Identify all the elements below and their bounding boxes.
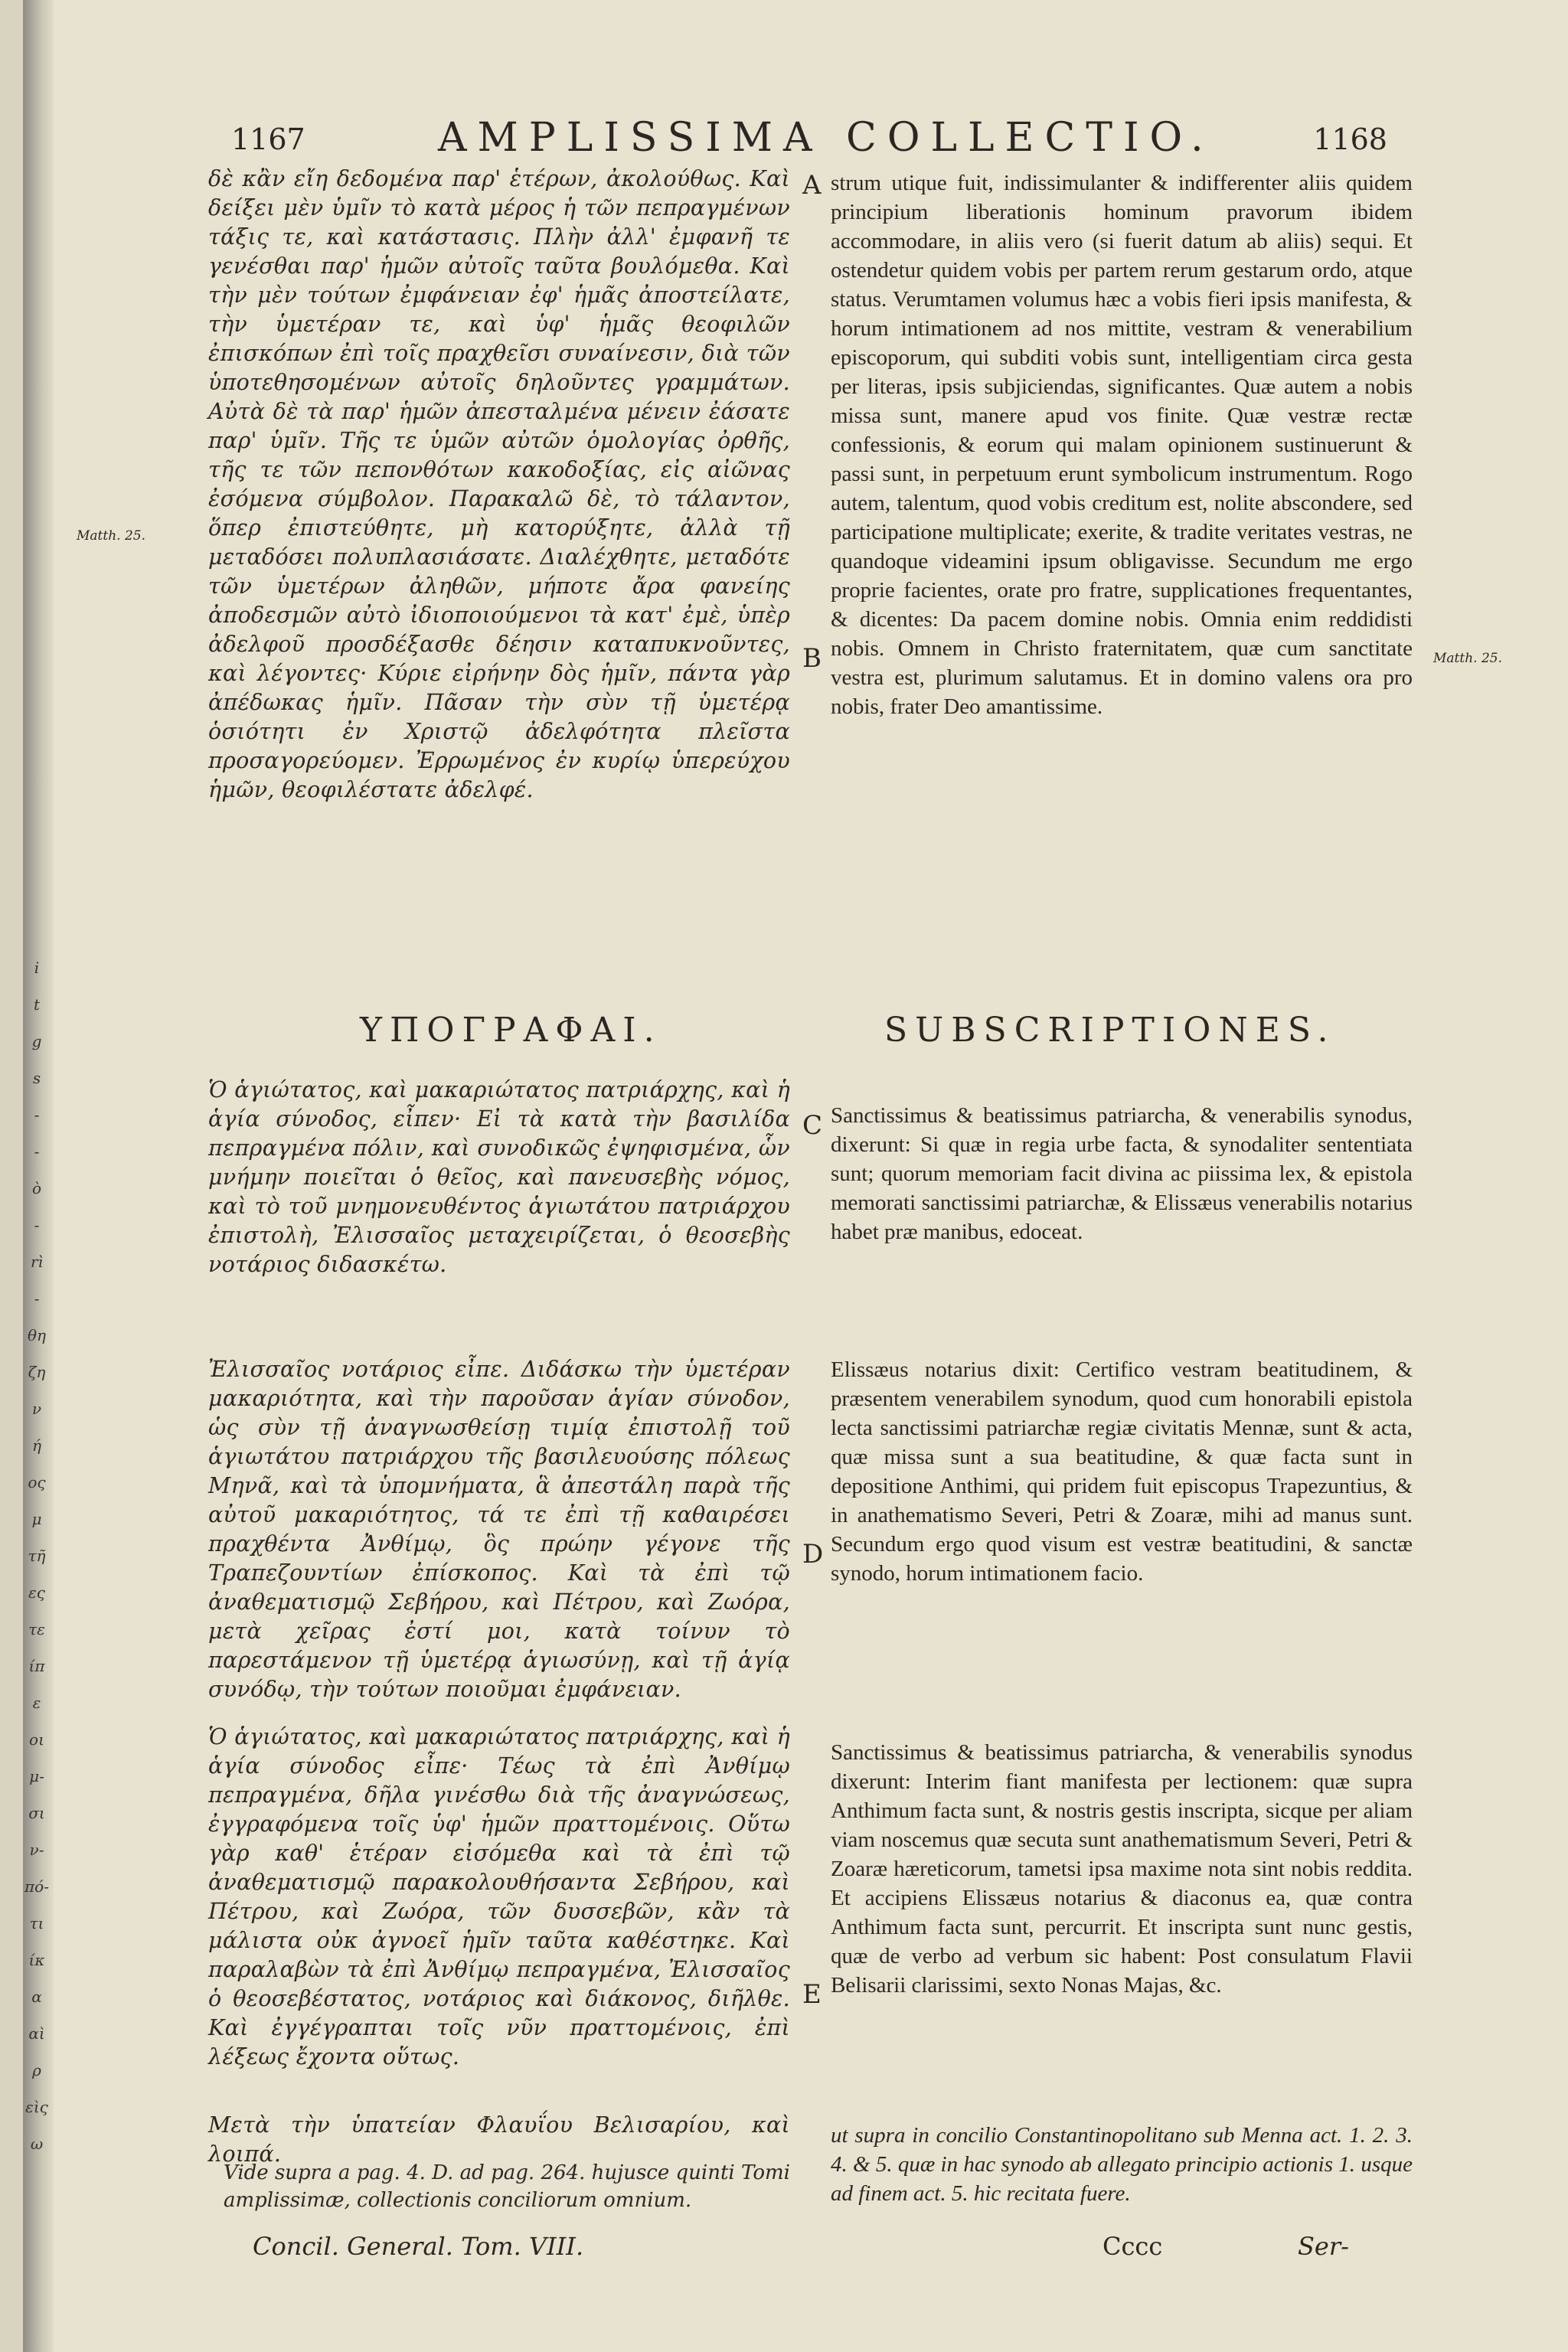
gutter-fragment: ες <box>28 1583 45 1602</box>
greek-letter-text: δὲ κἂν εἴη δεδομένα παρ' ἑτέρων, ἀκολούθως. Καὶ δείξει μὲν ὑμῖν τὸ κατὰ μέρος ἡ τῶν πεπραγμένων τάξις τε, καὶ κατάστασις. Πλὴν ἀλλ' ἐμφανῆ τε γενέσθαι παρ' ἡμῶν αὐτοῖς ταῦτα βουλόμεθα. Καὶ τὴν μὲν τούτων ἐμφάνειαν ἐφ' ἡμᾶς ἀποστείλατε, τὴν ὑμετέραν τε, καὶ ὑφ' ἡμᾶς θεοφιλῶν ἐπισκόπων ἐπὶ τοῖς πραχθεῖσι συναίνεσιν, διὰ τῶν ὑποτεθησομένων αὐτοῖς δηλοῦντες γραμμάτων. Αὐτὰ δὲ τὰ παρ' ἡμῶν ἀπεσταλμένα μένειν ἐάσατε παρ' ὑμῖν. Τῆς τε ὑμῶν αὐτῶν ὁμολογίας ὀρθῆς, τῆς τε τῶν πεπονθότων κακοδοξίας, εἰς αἰῶνας ἐσόμενα σύμβολον. Παρακαλῶ δὲ, τὸ τάλαντον, ὅπερ ἐπιστεύθητε, μὴ κατορύξητε, ἀλλὰ τῇ μεταδόσει πολυπλασιάσατε. Διαλέχθητε, μεταδότε τῶν ὑμετέρων ἀληθῶν, μήποτε ἄρα φανείης ἀποδεσμῶν αὐτὸ ἰδιοποιούμενοι τὰ κατ' ἐμὲ, ὑπὲρ ἀδελφοῦ προσδέξασθε δέησιν καταπυκνοῦντες, καὶ λέγοντες· Κύριε εἰρήνην δὸς ἡμῖν, πάντα γὰρ ἀπέδωκας ἡμῖν. Πᾶσαν τὴν σὺν τῇ ὑμετέρᾳ ὁσιότητι ἐν Χριστῷ ἀδελφότητα πλεῖστα προσαγορεύομεν. Ἐρρωμένος ἐν κυρίῳ ὑπερεύχου ἡμῶν, θεοφιλέστατε ἀδελφέ. <box>208 166 790 802</box>
gutter-fragment: θη <box>27 1326 47 1344</box>
gutter-fragment: σι <box>28 1804 45 1822</box>
gutter-fragment: ω <box>30 2135 44 2153</box>
latin-letter-text: strum utique fuit, indissimulanter & indifferenter aliis quidem principium liberationis hominum pravorum ibidem accommodare, in aliis vero (si fuerit datum ab aliis) sequi. Et ostendetur quidem vobis per partem rerum gestarum ordo, atque status. Verumtamen volumus hæc a vobis fieri ipsis manifesta, & horum intimationem ad nos mittite, vestram & venerabilium episcoporum, qui subditi vobis sunt, intelligentiam circa gesta per literas, ipsis subjiciendas, significantes. Quæ autem a nobis missa sunt, manere apud vos finite. Quæ vestræ rectæ confessionis, & eorum qui malam opinionem sustinuerunt & passi sunt, in perpetuum erunt symbolicum instrumentum. Rogo autem, talentum, quod vobis creditum est, nolite abscondere, sed participatione multiplicate; exerite, & tradite veritates vestras, ne quandoque videamini ipsum obligavisse. Secundum me ergo proprie facientes, orate pro fratre, supplicationes frequentantes, & dicentes: Da pacem domine nobis. Omnia enim reddidisti nobis. Omnem in Christo fraternitatem, quæ cum sanctitate vestra est, plurimum salutamus. Et in domino valens ora pro nobis, frater Deo amantissime. <box>831 171 1413 719</box>
section-letter-c: C <box>802 1110 823 1141</box>
gutter-fragment: i <box>34 959 40 977</box>
page-number-right: 1168 <box>1313 122 1387 156</box>
gutter-fragment: μ- <box>29 1767 44 1785</box>
running-header <box>231 115 1387 161</box>
footer-signature: Cccc <box>1102 2232 1163 2261</box>
footer-volume: Concil. General. Tom. VIII. <box>253 2232 584 2261</box>
latin-heading: SUBSCRIPTIONES. <box>884 1011 1336 1050</box>
gutter-fragment: ν- <box>29 1841 44 1859</box>
latin-paragraph-3: Sanctissimus & beatissimus patriarcha, & venerabilis synodus dixerunt: Interim fiant manifesta per lectionem: quæ supra Anthimum facta sunt, & nostris gestis inscripta, sicque per aliam viam noscemus quæ secuta sunt anathematismum Severi, Petri & Zoaræ hæreticorum, tametsi ipsa maxime nota sint nobis reddita. Et accipiens Elissæus notarius & diaconus ea, quæ contra Anthimum facta sunt, percurrit. Et inscripta sunt nunc gestis, quæ de verbo ad verbum sic habent: Post consulatum Flavii Belisarii clarissimi, sexto Nonas Majas, &c. <box>831 1740 1413 1998</box>
greek-paragraph-2: Ἐλισσαῖος νοτάριος εἶπε. Διδάσκω τὴν ὑμετέραν μακαριότητα, καὶ τὴν παροῦσαν ἁγίαν σύνοδον, ὡς σὺν τῇ ἀναγνωσθείσῃ τιμίᾳ ἐπιστολῇ τοῦ ἁγιωτάτου πατριάρχου τῆς βασιλευούσης πόλεως Μηνᾶ, καὶ τὰ ὑπομνήματα, ἃ ἀπεστάλη παρὰ τῆς αὐτοῦ μακαριότητος, τά τε ἐπὶ τῇ καθαιρέσει πραχθέντα Ἀνθίμῳ, ὃς πρώην γέγονε τῆς Τραπεζουντίων ἐπίσκοπος. Καὶ τὰ ἐπὶ τῷ ἀναθεματισμῷ Σεβήρου, καὶ Πέτρου, καὶ Ζωόρα, μετὰ χεῖρας ἐστί μοι, κατὰ τοίνυν τὸ παρεστάμενον τῇ ὑμετέρᾳ ἁγιωσύνῃ, καὶ τῇ ἁγίᾳ συνόδῳ, τὴν τούτων ποιοῦμαι ἐμφάνειαν. <box>208 1357 790 1702</box>
gutter-fragment: τε <box>28 1620 45 1638</box>
gutter-fragment: ρ <box>32 2061 41 2079</box>
gutter-fragment: ν <box>31 1400 42 1418</box>
greek-paragraph-4: Μετὰ τὴν ὑπατείαν Φλαυΐου Βελισαρίου, καὶ λοιπά. <box>208 2112 790 2167</box>
gutter-fragment: rì <box>31 1253 43 1271</box>
gutter-fragment: πό- <box>24 1877 49 1896</box>
gutter-fragment: - <box>34 1216 40 1234</box>
gutter-fragment: s <box>32 1069 41 1087</box>
margin-note-right: Matth. 25. <box>1433 651 1502 666</box>
gutter-fragment: ε <box>32 1694 41 1712</box>
gutter-fragment: ή <box>32 1436 41 1455</box>
gutter-fragment: μ <box>31 1510 42 1528</box>
section-letter-e: E <box>802 1979 822 2010</box>
gutter-fragment: - <box>34 1142 40 1161</box>
gutter-fragment: ίπ <box>28 1657 45 1675</box>
greek-paragraph-1: Ὁ ἁγιώτατος, καὶ μακαριώτατος πατριάρχης, καὶ ἡ ἁγία σύνοδος, εἶπεν· Εἰ τὰ κατὰ τὴν βασιλίδα πεπραγμένα πόλιν, καὶ συνοδικῶς ἐψηφισμένα, ὧν μνήμην ποιεῖται ὁ θεῖος, καὶ πανευσεβὴς νόμος, καὶ τὸ τοῦ μνημονευθέντος ἁγιωτάτου πατριάρχου ἐπιστολὴ, Ἐλισσαῖος μεταχειρίζεται, ὁ θεοσεβὴς νοτάριος διδασκέτω. <box>208 1077 790 1277</box>
gutter-fragment: t <box>33 995 41 1014</box>
gutter-fragment: g <box>31 1032 42 1050</box>
gutter-fragment: - <box>34 1289 40 1308</box>
section-letter-b: B <box>802 643 822 674</box>
gutter-fragment: - <box>34 1106 40 1124</box>
section-letter-d: D <box>802 1539 824 1570</box>
gutter-fragment: ος <box>28 1473 46 1491</box>
gutter-fragment: εὶς <box>25 2098 48 2116</box>
gutter-previous-page <box>23 0 54 2352</box>
gutter-fragment: ζη <box>28 1363 46 1381</box>
section-letter-a: A <box>802 170 822 201</box>
page-number-left: 1167 <box>231 122 305 156</box>
gutter-fragments <box>23 949 51 2162</box>
latin-paragraph-2: Elissæus notarius dixit: Certifico vestram beatitudinem, & præsentem venerabilem synodum, quod cum honorabili epistola lecta sanctissimi patriarchæ regiæ civitatis Mennæ, sunt & acta, quæ missa sunt a sua beatitudine, & quæ facta sunt in depositione Anthimi, qui pridem fuit episcopus Trapezuntius, & in anathematismo Severi, Petri & Zoaræ, mihi ad manus sunt. Secundum ergo quod visum est vestræ beatitudini, & sanctæ synodo, horum intimationem facio. <box>831 1357 1413 1586</box>
gutter-fragment: τι <box>29 1914 44 1932</box>
gutter-fragment: ò <box>31 1179 42 1197</box>
margin-note-left: Matth. 25. <box>77 528 145 544</box>
gutter-fragment: α <box>31 1988 42 2006</box>
latin-paragraph-1: Sanctissimus & beatissimus patriarcha, & venerabilis synodus, dixerunt: Si quæ in regia urbe facta, & synodaliter sententiata sunt; quorum memoriam facit divina ac piissima lex, & epistola memorati sanctissimi patriarchæ, & Elissæus venerabilis notarius habet præ manibus, edoceat. <box>831 1103 1413 1244</box>
gutter-fragment: ίκ <box>28 1951 45 1969</box>
footer-catchword: Ser- <box>1298 2232 1349 2261</box>
latin-paragraph-4: ut supra in concilio Constantinopolitano sub Menna act. 1. 2. 3. 4. & 5. quæ in hac synodo ab allegato principio actionis 1. usque ad finem act. 5. hic recitata fuere. <box>831 2123 1413 2206</box>
gutter-fragment: αὶ <box>28 2024 45 2043</box>
gutter-fragment: τῆ <box>28 1547 46 1565</box>
running-title: AMPLISSIMA COLLECTIO. <box>438 115 1214 161</box>
book-page <box>23 0 1568 2352</box>
gutter-fragment: οι <box>29 1730 44 1749</box>
greek-paragraph-3: Ὁ ἁγιώτατος, καὶ μακαριώτατος πατριάρχης, καὶ ἡ ἁγία σύνοδος εἶπε· Τέως τὰ ἐπὶ Ἀνθίμῳ πεπραγμένα, δῆλα γινέσθω διὰ τῆς ἀναγνώσεως, ἐγγραφόμενα τοῖς ὑφ' ἡμῶν πραττομένοις. Οὕτω γὰρ καθ' ἑτέραν εἰσόμεθα καὶ τὰ ἐπὶ τῷ ἀναθεματισμῷ παρακολουθήσαντα Σεβήρου, καὶ Πέτρου, καὶ Ζωόρα, τῶν δυσσεβῶν, κἂν τὰ μάλιστα οὐκ ἀγνοεῖ ἡμῖν ταῦτα καθέστηκε. Καὶ παραλαβὼν τὰ ἐπὶ Ἀνθίμῳ πεπραγμένα, Ἐλισσαῖος ὁ θεοσεβέστατος, νοτάριος καὶ διάκονος, διῆλθε. Καὶ ἐγγέγραπται τοῖς νῦν πραττομένοις, ἐπὶ λέξεως ἔχοντα οὕτως. <box>208 1724 790 2069</box>
greek-heading: ΥΠΟΓΡΑΦΑΙ. <box>360 1011 662 1050</box>
footnote: Vide supra a pag. 4. D. ad pag. 264. hujusce quinti Tomi amplissimæ, collectionis conciliorum omnium. <box>224 2161 790 2212</box>
